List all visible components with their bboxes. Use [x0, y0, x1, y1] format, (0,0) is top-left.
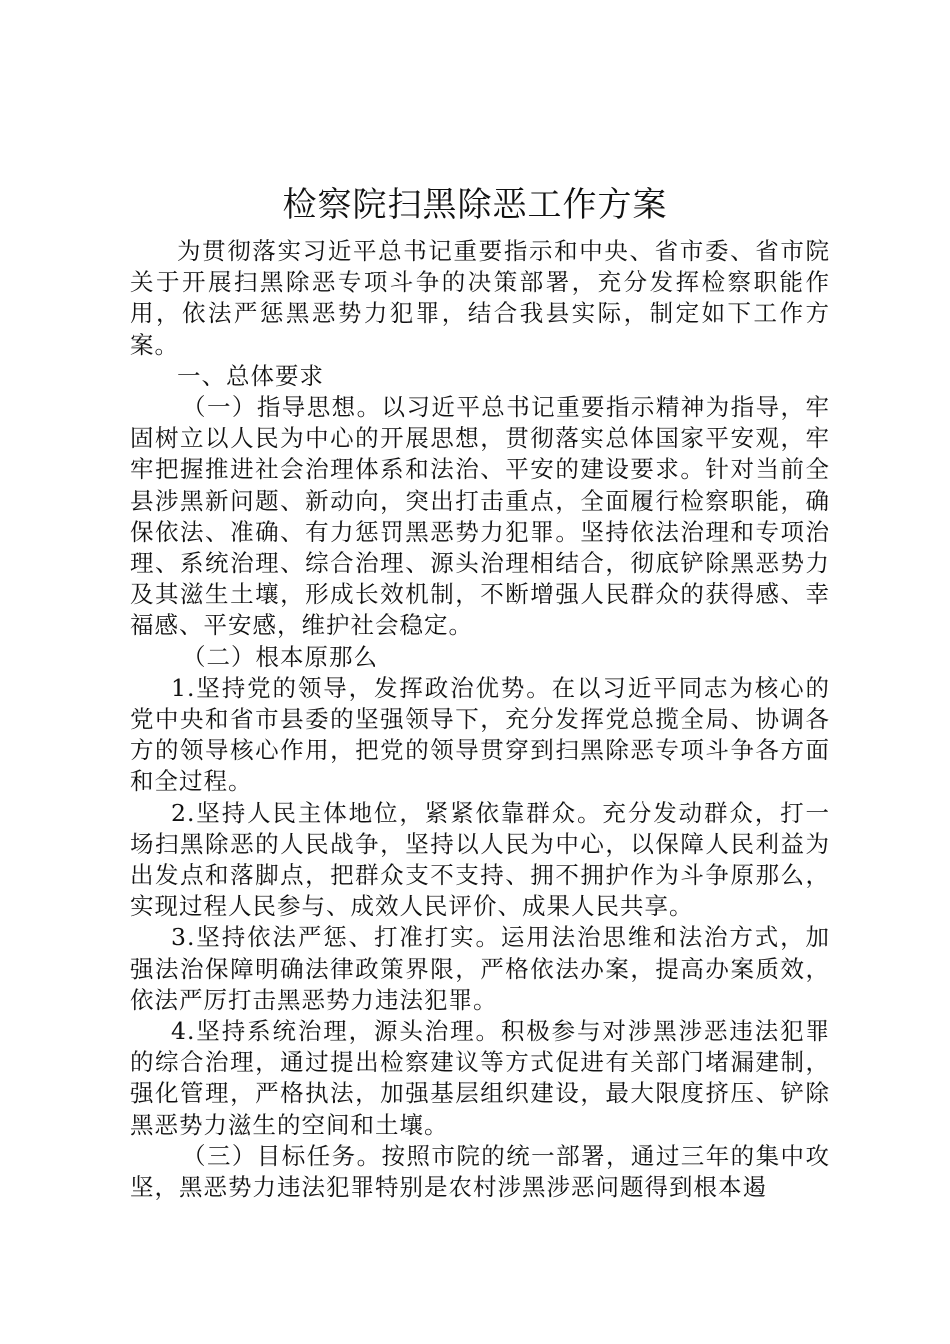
paragraph-goals: （三）目标任务。按照市院的统一部署，通过三年的集中攻坚，黑恶势力违法犯罪特别是农村涉黑涉恶问题得到根本遏 [130, 1141, 830, 1202]
heading-basic-principles: （二）根本原那么 [182, 642, 378, 671]
paragraph-intro: 为贯彻落实习近平总书记重要指示和中央、省市委、省市院关于开展扫黑除恶专项斗争的决策部署，充分发挥检察职能作用，依法严惩黑恶势力犯罪，结合我县实际，制定如下工作方案。 [130, 237, 830, 359]
paragraph-principle-4: 4.坚持系统治理，源头治理。积极参与对涉黑涉恶违法犯罪的综合治理，通过提出检察建议等方式促进有关部门堵漏建制，强化管理，严格执法，加强基层组织建设，最大限度挤压、铲除黑恶势力滋生的空间和土壤。 [130, 1017, 830, 1139]
paragraph-principle-1: 1.坚持党的领导，发挥政治优势。在以习近平同志为核心的党中央和省市县委的坚强领导下，充分发挥党总揽全局、协调各方的领导核心作用，把党的领导贯穿到扫黑除恶专项斗争各方面和全过程。 [130, 673, 830, 796]
document-title: 检察院扫黑除恶工作方案 [282, 185, 668, 225]
paragraph-principle-2: 2.坚持人民主体地位，紧紧依靠群众。充分发动群众，打一场扫黑除恶的人民战争，坚持以人民为中心，以保障人民利益为出发点和落脚点，把群众支不支持、拥不拥护作为斗争原那么，实现过程人民参与、成效人民评价、成果人民共享。 [130, 798, 830, 921]
paragraph-principle-3: 3.坚持依法严惩、打准打实。运用法治思维和法治方式，加强法治保障明确法律政策界限，严格依法办案，提高办案质效，依法严厉打击黑恶势力违法犯罪。 [130, 923, 830, 1014]
document-body [130, 236, 830, 1203]
heading-general-requirements: 一、总体要求 [177, 361, 324, 390]
paragraph-guiding-thought: （一）指导思想。以习近平总书记重要指示精神为指导，牢固树立以人民为中心的开展思想，贯彻落实总体国家平安观，牢牢把握推进社会治理体系和法治、平安的建设要求。针对当前全县涉黑新问题、新动向，突出打击重点，全面履行检察职能，确保依法、准确、有力惩罚黑恶势力犯罪。坚持依法治理和专项治理、系统治理、综合治理、源头治理相结合，彻底铲除黑恶势力及其滋生土壤，形成长效机制，不断增强人民群众的获得感、幸福感、平安感，维护社会稳定。 [130, 393, 830, 640]
